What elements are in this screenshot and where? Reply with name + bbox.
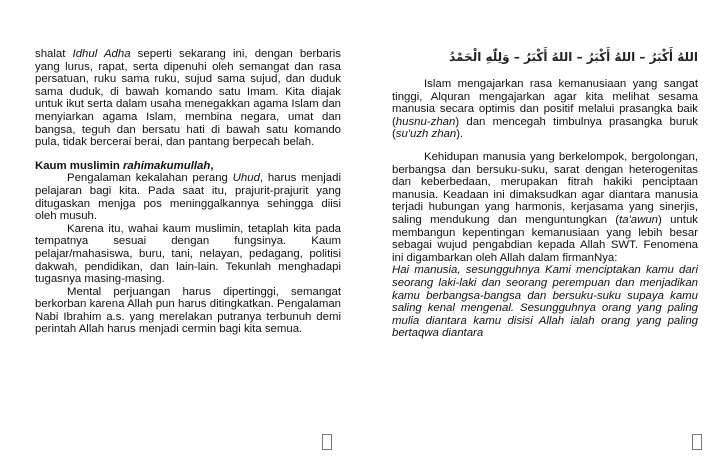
text: ). — [456, 128, 464, 141]
left-page-column — [35, 48, 341, 336]
text: seperti sekarang ini, dengan berbaris yang lurus, rapat, serta dipenuhi oleh semangat dan rasa persatuan, ruku sama ruku, sujud sama sujud, dan duduk sama duduk, di bawah komando satu Imam. Kita diajak untuk ikut serta dalam usaha menegakkan agama Islam dan menyiarkan agama Islam, membina negara, umat dan bangsa, teguh dan bersatu hati di bawah satu komando pula, tidak bercerai berai, dan pantang berpecah belah. — [35, 48, 341, 149]
text: shalat — [35, 48, 73, 60]
italic-term: Uhud — [232, 172, 260, 185]
right-paragraph-2 — [392, 151, 698, 264]
text: Pengalaman kekalahan perang — [67, 172, 233, 185]
italic-term: husnu-zhan — [395, 115, 456, 128]
page-number-missing-glyph-icon — [322, 434, 332, 450]
section-heading — [35, 160, 341, 173]
quran-verse-translation: Hai manusia, sesungguhnya Kami menciptakan kamu dari seorang laki-laki dan seorang perempuan dan menjadikan kamu berbangsa-bangsa dan bersuku-suku supaya kamu saling kenal mengenal. Sesungguhnya orang yang paling mulia diantara kamu disisi Allah ialah orang yang paling bertaqwa diantara — [392, 264, 698, 340]
text: Kaum muslimin — [35, 159, 123, 172]
text: , harus menjadi pelajaran bagi kita. Pada saat itu, prajurit-prajurit yang ditugaskan menjga pos meninggalkannya sehingga diisi oleh musuh. — [35, 172, 341, 223]
page-number-missing-glyph-icon — [692, 434, 702, 450]
right-page-column — [392, 78, 698, 340]
italic-term: su'uzh zhan — [395, 128, 457, 141]
italic-term: Idhul Adha — [72, 48, 131, 60]
italic-term: ta'awun — [619, 213, 659, 226]
left-paragraph-2 — [35, 172, 341, 222]
left-paragraph-4: Mental perjuangan harus dipertinggi, semangat berkorban karena Allah pun harus ditingkatkan. Pengalaman Nabi Ibrahim a.s. yang merelakan putranya terbunuh demi perintah Allah harus menjadi cermin bagi kita semua. — [35, 285, 341, 336]
text: ) dan mencegah timbulnya prasangka buruk ( — [392, 115, 698, 141]
text: , — [210, 159, 214, 172]
left-paragraph-1 — [35, 48, 341, 149]
italic-term: rahimakumullah — [122, 159, 211, 172]
text: ) untuk membangun kepentingan kemanusiaan yang lebih besar sebagai wujud pengabdian kepada Allah SWT. Fenomena ini digambarkan oleh Allah dalam firmanNya: — [392, 213, 699, 264]
text: Kehidupan manusia yang berkelompok, bergolongan, berbangsa dan bersuku-suku, sarat dengan heterogenitas dan keberbedaan, merupakan fitrah hakiki penciptaan manusia. Keadaan ini dimaksudkan agar diantara manusia terjadi hubungan yang harmonis, kerjasama yang sinerjis, saling mendukung dan menguntungkan ( — [392, 150, 698, 226]
right-paragraph-1 — [392, 78, 698, 141]
text: Islam mengajarkan rasa kemanusiaan yang sangat tinggi, Alquran mengajarkan agar kita melihat sesama manusia secara optimis dan positif melalui prasangka baik ( — [392, 78, 698, 128]
left-paragraph-3: Karena itu, wahai kaum muslimin, tetaplah kita pada tempatnya sesuai dengan fungsinya. Kaum pelajar/mahasiswa, buru, tani, nelayan, pedagang, politisi dakwah, pendidikan, dan lain-lain. Tekunlah menghadapi tugasnya masing-masing. — [35, 222, 341, 286]
arabic-takbir: اللهُ أَكْبَرُ – اللهُ أَكْبَرُ – اللهُ أَكْبَرُ – وَلِلّٰهِ الْحَمْدُ — [449, 50, 698, 64]
